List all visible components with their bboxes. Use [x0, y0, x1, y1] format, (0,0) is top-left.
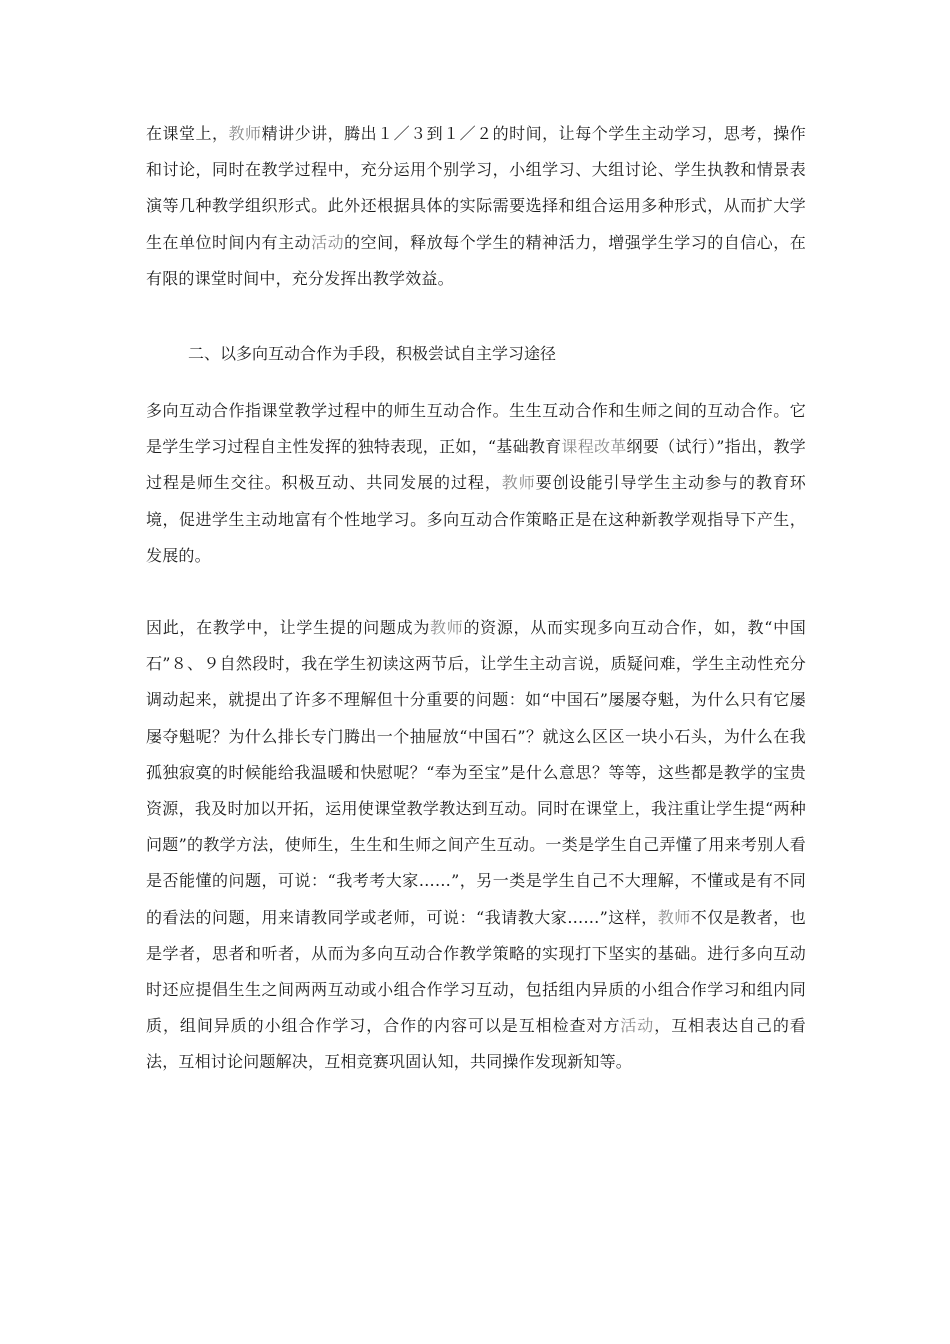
keyword-link[interactable]: 教师 — [657, 907, 691, 927]
keyword-link[interactable]: 教师 — [228, 124, 262, 143]
text-run: 因此，在教学中，让学生提的问题成为 — [146, 618, 431, 637]
text-run: 多向互动合作指课堂教学过程中的师生互动合作。生生互动合作和生师之间的互动合作。它是学生学习过程自主性发挥的独特表现，正如，“基础教育 — [146, 401, 806, 457]
keyword-link[interactable]: 活动 — [311, 232, 345, 252]
paragraph-3 — [146, 610, 806, 1081]
text-run: 不仅是教者，也是学者，思者和听者，从而为多向互动合作教学策略的实现打下坚实的基础。进行多向互动时还应提倡生生之间两两互动或小组合作学习互动，包括组内异质的小组合作学习和组内同质，组间异质的小组合作学习，合作的内容可以是互相检查对方 — [146, 907, 807, 1036]
paragraph-1 — [146, 116, 806, 297]
text-run: ，互相表达自己的看法，互相讨论问题解决，互相竞赛巩固认知，共同操作发现新知等。 — [146, 1016, 806, 1072]
keyword-link[interactable]: 活动 — [620, 1016, 655, 1036]
text-run: 精讲少讲，腾出１／３到１／２的时间，让每个学生主动学习，思考，操作和讨论，同时在教学过程中，充分运用个别学习，小组学习、大组讨论、学生执教和情景表演等几种教学组织形式。此外还根据具体的实际需要选择和组合运用多种形式，从而扩大学生在单位时间内有主动 — [146, 124, 806, 252]
paragraph-2 — [146, 393, 806, 574]
text-run: 在课堂上， — [146, 124, 229, 143]
text-run: 纲要（试行）”指出，教学过程是师生交往。积极互动、共同发展的过程， — [146, 437, 806, 493]
text-run: 的资源，从而实现多向互动合作，如，教“中国石”８、９自然段时，我在学生初读这两节后，让学生主动言说，质疑问难，学生主动性充分调动起来，就提出了许多不理解但十分重要的问题：如“中国石”屡屡夺魁，为什么只有它屡屡夺魁呢？为什么排长专门腾出一个抽屉放“中国石”？就这么区区一块小石头，为什么在我孤独寂寞的时候能给我温暖和快慰呢？“奉为至宝”是什么意思？等等，这些都是教学的宝贵资源，我及时加以开拓，运用使课堂教学教达到互动。同时在课堂上，我注重让学生提“两种问题”的教学方法，使师生，生生和生师之间产生互动。一类是学生自己弄懂了用来考别人看是否能懂的问题，可说：“我考考大家……”，另一类是学生自己不大理解，不懂或是有不同的看法的问题，用来请教同学或老师，可说：“我请教大家……”这样， — [146, 618, 806, 927]
section-heading-2: 二、以多向互动合作为手段，积极尝试自主学习途径 — [188, 344, 557, 363]
keyword-link[interactable]: 课程改革 — [561, 437, 627, 457]
keyword-link[interactable]: 教师 — [430, 618, 464, 637]
text-run: 的空间，释放每个学生的精神活力，增强学生学习的自信心，在有限的课堂时间中，充分发挥出教学效益。 — [146, 232, 806, 288]
keyword-link[interactable]: 教师 — [501, 473, 536, 493]
text-run: 要创设能引导学生主动参与的教育环境，促进学生主动地富有个性地学习。多向互动合作策略正是在这种新教学观指导下产生，发展的。 — [146, 473, 806, 565]
